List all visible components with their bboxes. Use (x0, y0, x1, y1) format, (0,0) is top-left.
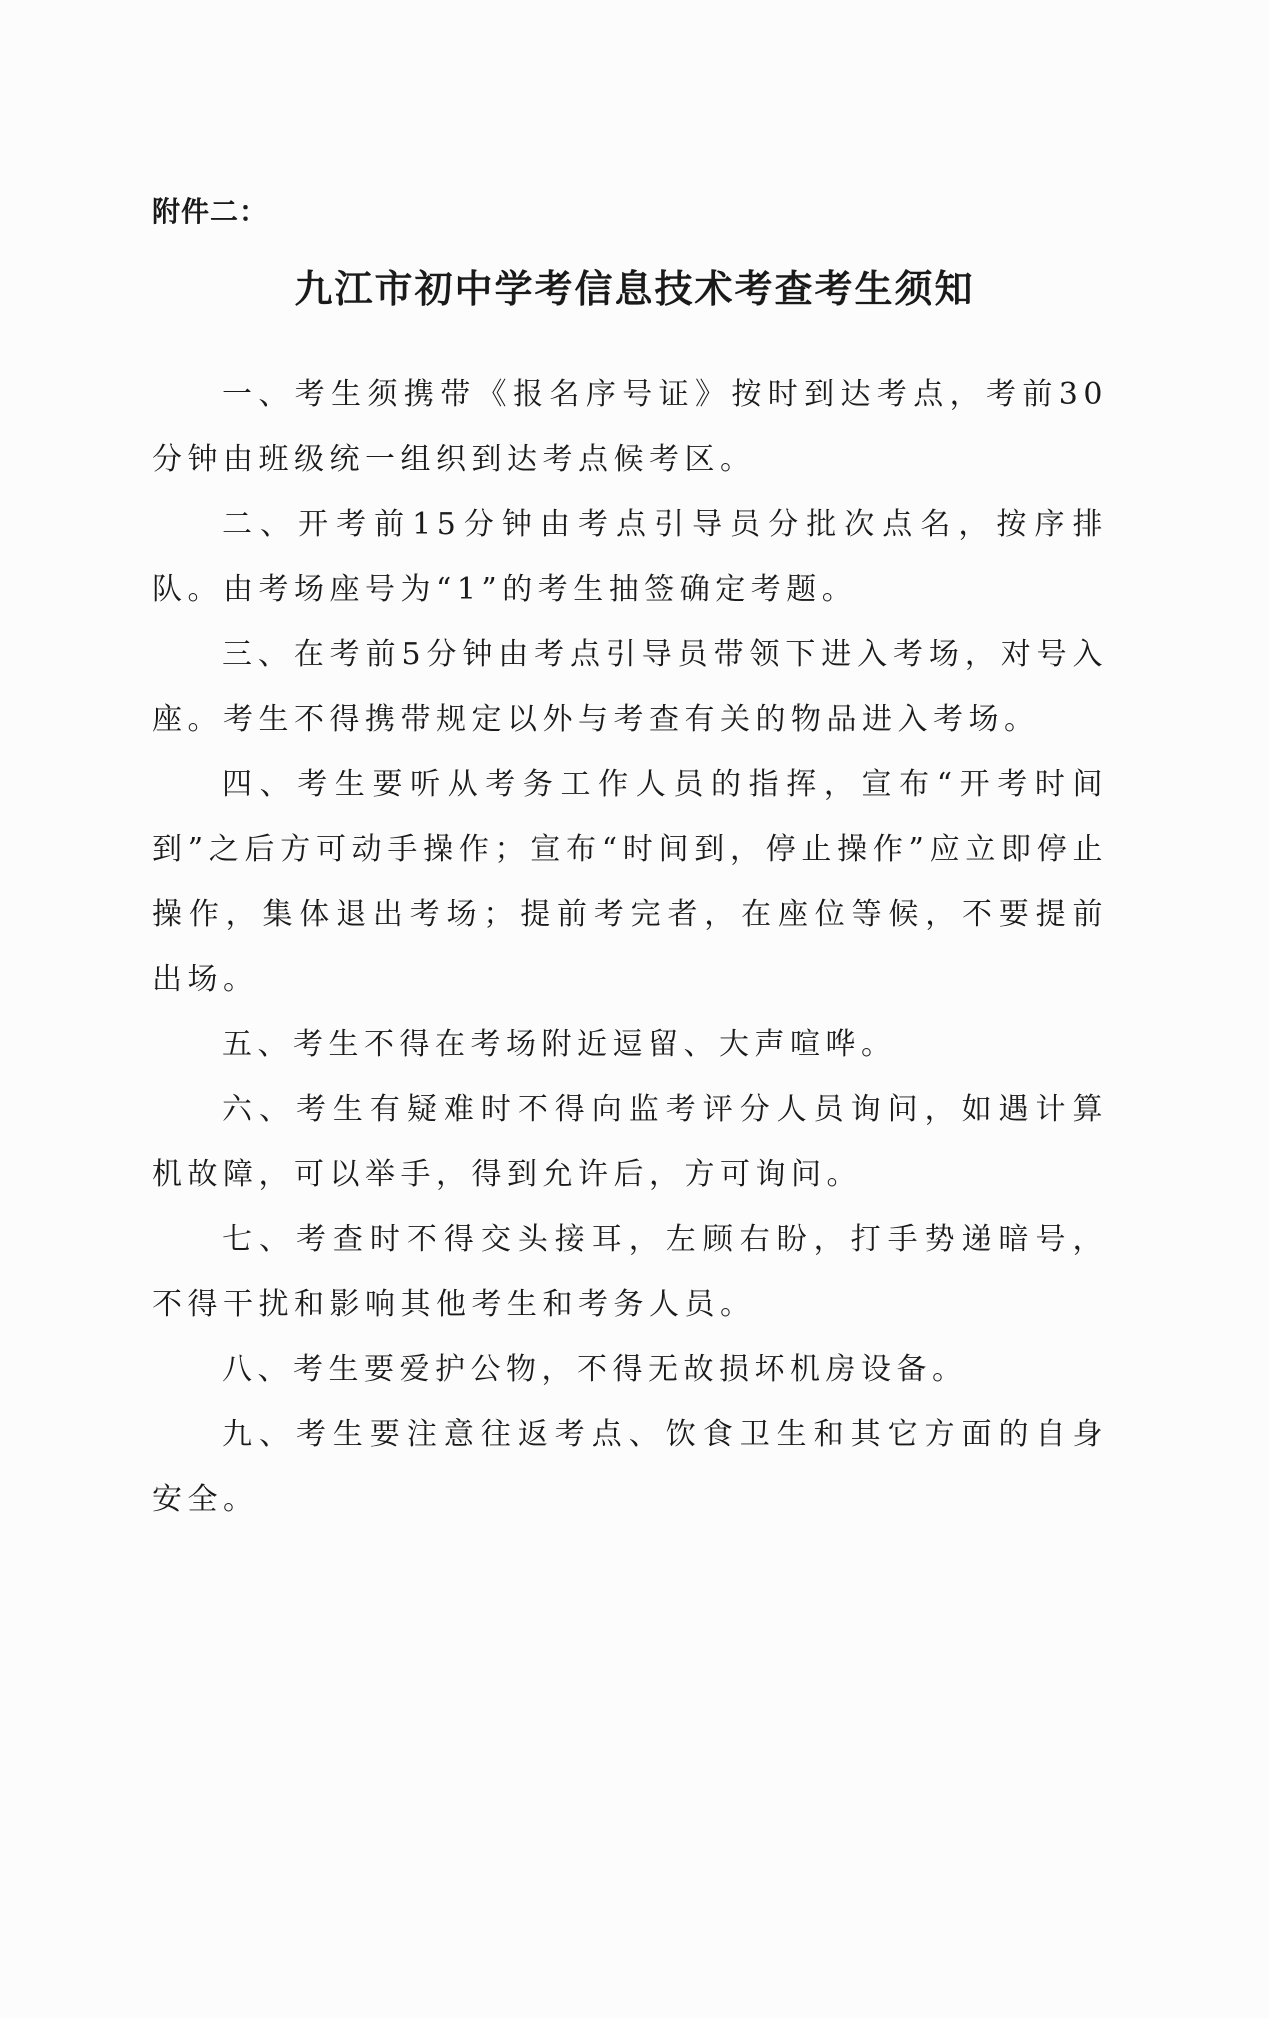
document-title: 九江市初中学考信息技术考查考生须知 (294, 267, 975, 311)
rule-paragraph-3: 三、在考前5分钟由考点引导员带领下进入考场，对号入座。考生不得携带规定以外与考查有关的物品进入考场。 (152, 637, 1108, 737)
rule-paragraph-6: 六、考生有疑难时不得向监考评分人员询问，如遇计算机故障，可以举手，得到允许后，方可询问。 (152, 1092, 1108, 1192)
document-body (152, 362, 1108, 1532)
rule-paragraph-2: 二、开考前15分钟由考点引导员分批次点名，按序排队。由考场座号为“1”的考生抽签确定考题。 (152, 507, 1108, 607)
rule-paragraph-9: 九、考生要注意往返考点、饮食卫生和其它方面的自身安全。 (152, 1417, 1108, 1517)
rule-paragraph-1: 一、考生须携带《报名序号证》按时到达考点，考前30分钟由班级统一组织到达考点候考区。 (152, 377, 1108, 477)
rule-paragraph-4: 四、考生要听从考务工作人员的指挥，宣布“开考时间到”之后方可动手操作；宣布“时间到，停止操作”应立即停止操作，集体退出考场；提前考完者，在座位等候，不要提前出场。 (152, 767, 1108, 997)
rule-paragraph-5: 五、考生不得在考场附近逗留、大声喧哗。 (222, 1027, 897, 1062)
rule-paragraph-7: 七、考查时不得交头接耳，左顾右盼，打手势递暗号，不得干扰和影响其他考生和考务人员。 (152, 1222, 1108, 1322)
attachment-label: 附件二： (152, 195, 269, 228)
rule-paragraph-8: 八、考生要爱护公物，不得无故损坏机房设备。 (222, 1352, 968, 1387)
